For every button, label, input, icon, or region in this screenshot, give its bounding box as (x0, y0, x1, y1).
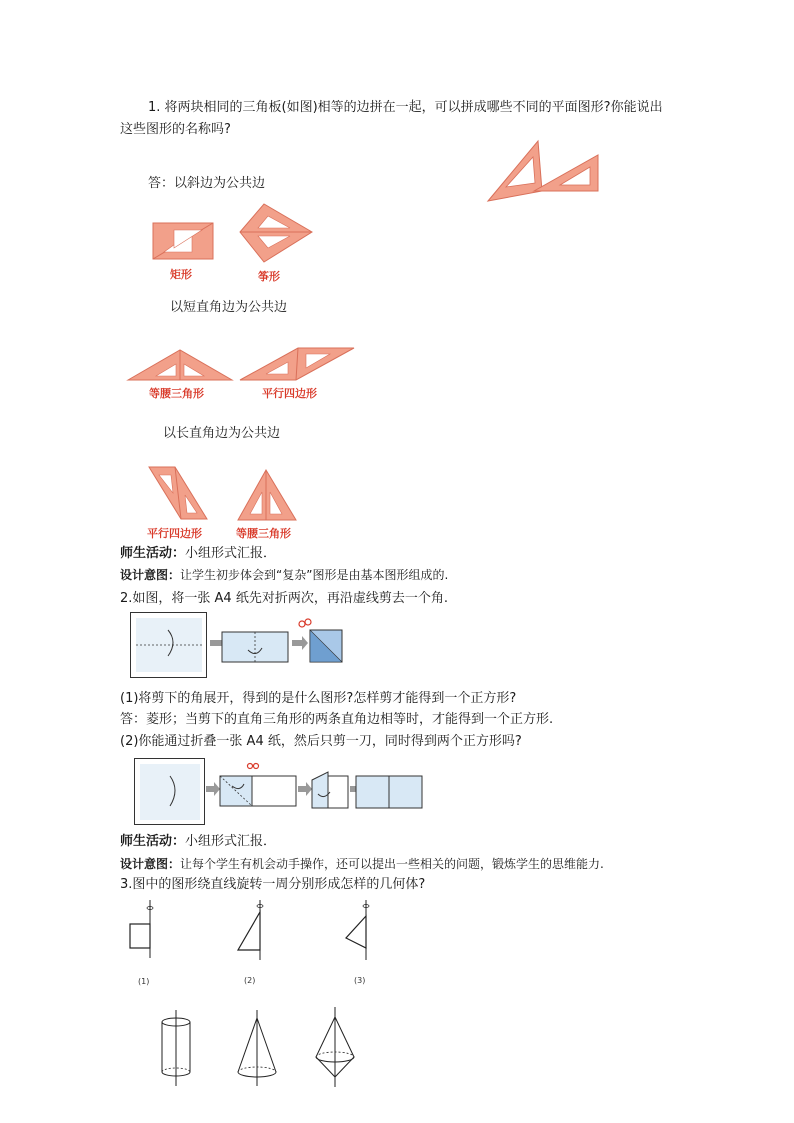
parallelogram-1 (238, 346, 356, 382)
q1-long-leg: 以长直角边为公共边 (163, 426, 281, 441)
cylinder-solid (154, 1008, 198, 1088)
activity-1-title: 师生活动： (120, 546, 186, 561)
design-1-text: 让学生初步体会到“复杂”图形是由基本图形组成的. (180, 568, 449, 582)
label-isosceles-1: 等腰三角形 (149, 387, 204, 400)
label-kite: 筝形 (258, 270, 280, 283)
q2-sub2: (2)你能通过折叠一张 A4 纸，然后只剪一刀，同时得到两个正方形吗? (120, 734, 522, 749)
design-1 (120, 566, 448, 584)
set-squares-illustration (480, 135, 610, 210)
double-cone-solid (310, 1005, 360, 1089)
activity-1 (120, 545, 276, 563)
kite-shape (238, 202, 314, 266)
design-2 (120, 855, 604, 873)
q1-line2: 这些图形的名称吗? (120, 122, 231, 137)
rotation-figure-2 (232, 898, 272, 960)
design-1-title: 设计意图： (120, 568, 181, 582)
q1-short-leg: 以短直角边为公共边 (170, 300, 288, 315)
caption-2: (2) (244, 976, 256, 985)
caption-3: (3) (354, 976, 366, 985)
label-isosceles-2: 等腰三角形 (236, 527, 291, 540)
label-rectangle: 矩形 (170, 268, 192, 281)
design-2-title: 设计意图： (120, 857, 181, 871)
q1-line1: 1. 将两块相同的三角板(如图)相等的边拼在一起，可以拼成哪些不同的平面图形?你能说出 (148, 100, 663, 115)
q2-answer1: 答：菱形；当剪下的直角三角形的两条直角边相等时，才能得到一个正方形. (120, 712, 554, 727)
q2-sub1: (1)将剪下的角展开，得到的是什么图形?怎样剪才能得到一个正方形? (120, 691, 517, 706)
activity-2 (120, 833, 276, 851)
rotation-figure-1 (124, 898, 164, 960)
q2-intro: 2.如图，将一张 A4 纸先对折两次，再沿虚线剪去一个角. (120, 591, 448, 606)
parallelogram-2 (147, 465, 209, 521)
design-2-text: 让每个学生有机会动手操作，还可以提出一些相关的问题，锻炼学生的思维能力. (180, 857, 604, 871)
isosceles-triangle-2 (236, 468, 298, 522)
activity-2-title: 师生活动： (120, 834, 186, 849)
label-parallelogram-2: 平行四边形 (147, 527, 202, 540)
rotation-figure-3 (340, 898, 380, 960)
activity-1-text: 小组形式汇报． (185, 546, 277, 561)
cone-solid (232, 1008, 282, 1088)
caption-1: (1) (138, 977, 150, 986)
q3-intro: 3.图中的图形绕直线旋转一周分别形成怎样的几何体? (120, 877, 426, 892)
rectangle-shape (152, 222, 214, 262)
paper-fold-diagram-2 (134, 758, 424, 828)
label-parallelogram-1: 平行四边形 (262, 387, 317, 400)
isosceles-triangle-1 (126, 348, 234, 382)
q1-answer-prefix: 答：以斜边为公共边 (148, 176, 266, 191)
activity-2-text: 小组形式汇报． (185, 834, 277, 849)
paper-fold-diagram-1 (130, 612, 360, 680)
